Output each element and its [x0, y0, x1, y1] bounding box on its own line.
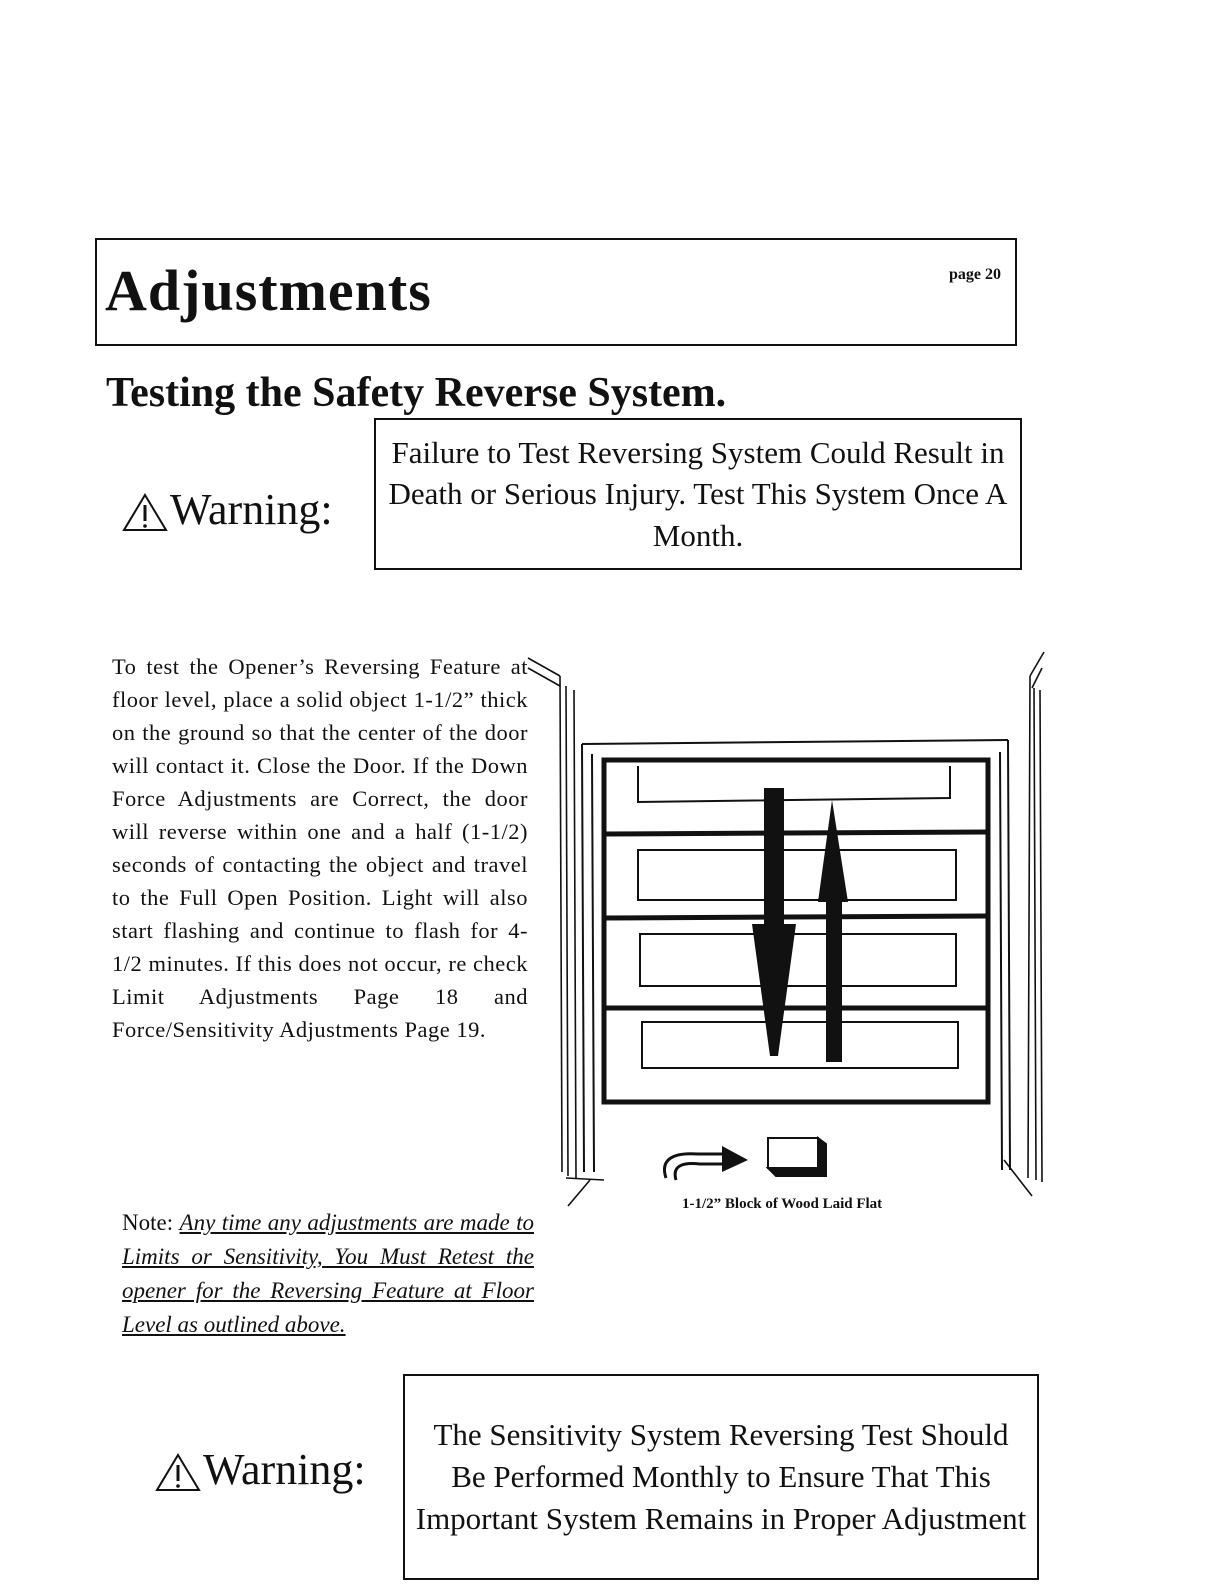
warning-text: Warning:: [203, 1445, 366, 1494]
down-arrow-icon: [752, 788, 796, 1056]
section-title: Testing the Safety Reverse System.: [106, 370, 727, 416]
warning-message: The Sensitivity System Reversing Test Should Be Performed Monthly to Ensure That This Important System Remains in Proper Adjustment: [415, 1417, 1027, 1536]
wood-block-icon: [768, 1138, 826, 1176]
warning-text: Warning:: [170, 485, 333, 534]
instructions-paragraph: To test the Opener’s Reversing Feature at floor level, place a solid object 1-1/2” thick on the ground so that the center of the door will contact it. Close the Door. If the Down Force Adjustments are Correct, the door will reverse within one and a half (1-1/2) seconds of contacting the object and travel to the Full Open Position. Light will also start flashing and continue to flash for 4-1/2 minutes. If this does not occur, re check Limit Adjustments Page 18 and Force/Sensitivity Adjustments Page 19.: [112, 654, 528, 1042]
warning-label-top: [122, 485, 333, 534]
garage-door-diagram: [500, 640, 1060, 1220]
note-label: Note:: [122, 1210, 174, 1235]
note-emphasis: Any time any adjustments are made to Limits or Sensitivity, You Must Retest the opener for the Reversing Feature at Floor Level as outlined above.: [122, 1210, 534, 1337]
page-header: [95, 238, 1017, 346]
diagram-caption: 1-1/2” Block of Wood Laid Flat: [682, 1196, 883, 1212]
page-number: page 20: [949, 266, 1001, 283]
curved-arrow-icon: [664, 1146, 748, 1180]
warning-message: Failure to Test Reversing System Could Result in Death or Serious Injury. Test This System Once A Month.: [388, 435, 1008, 553]
warning-label-bottom: [155, 1445, 366, 1494]
note-paragraph: [122, 1206, 534, 1342]
warning-triangle-icon: [155, 1452, 201, 1492]
garage-door-icon: [604, 760, 988, 1102]
warning-triangle-icon: [122, 492, 168, 532]
warning-box-top: [374, 418, 1022, 570]
page-title: Adjustments: [105, 258, 432, 323]
warning-box-bottom: [403, 1374, 1039, 1580]
door-frame: [582, 740, 1010, 1172]
